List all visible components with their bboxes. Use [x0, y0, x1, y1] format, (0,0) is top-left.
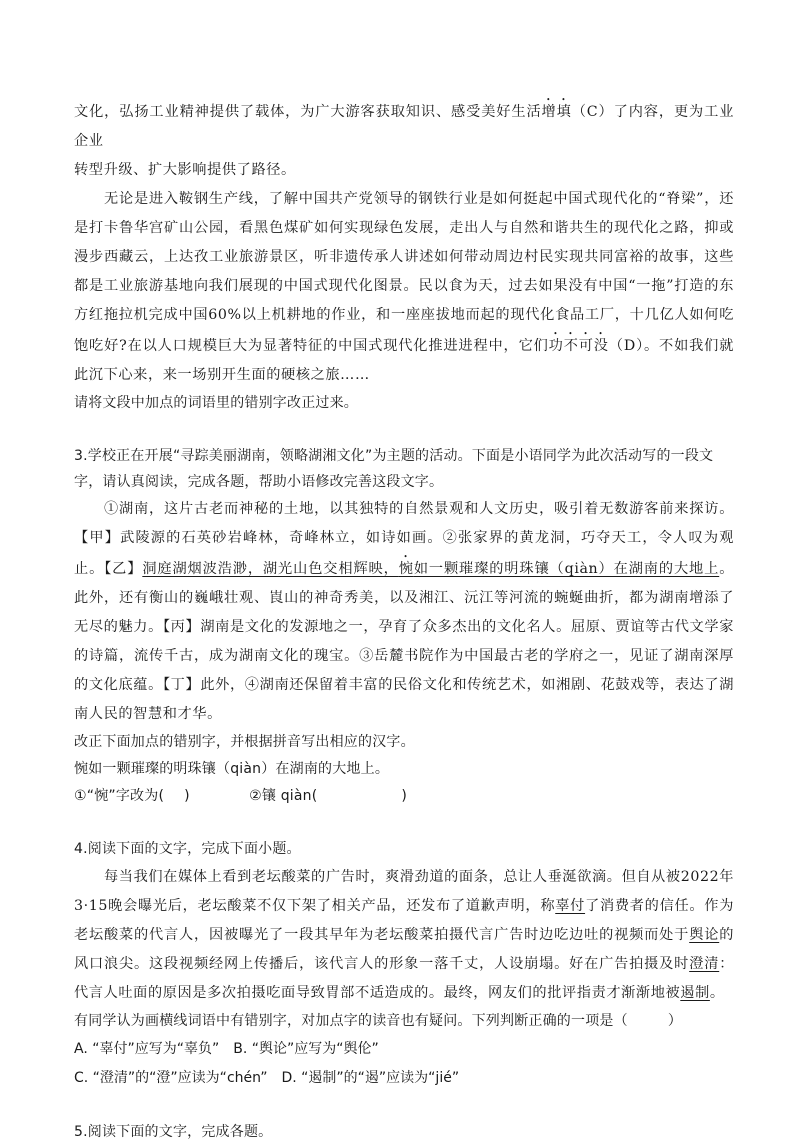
underlined-word: 舆论 — [689, 927, 720, 943]
paren: ) — [401, 788, 408, 804]
options-row-1 — [74, 1035, 734, 1064]
question-4-passage — [74, 863, 734, 1008]
text-run: （C）了内容，更为工业企业 — [74, 104, 734, 149]
text-run: 文化，弘扬工业精神提供了载体，为广大游客获取知识、感受美好生活 — [74, 104, 542, 120]
option-d[interactable]: D. “遏制”的“遏”应读为“jié” — [281, 1070, 460, 1086]
question-text: 有同学认为画横线词语中有错别字，对加点字的读音也有疑问。下列判断正确的一项是（ — [74, 1013, 628, 1029]
option-c[interactable]: C. “澄清”的“澄”应读为“chén” — [74, 1070, 268, 1086]
text-run: 转型升级、扩大影响提供了路径。 — [74, 162, 296, 178]
text-run: （D）。不如我们就此沉下心来，来一场别开生面的硬核之旅…… — [74, 338, 734, 383]
text-run: 。 — [709, 985, 725, 1001]
instruction-q2: 请将文段中加点的词语里的错别字改正过来。 — [74, 395, 358, 411]
dotted-word: 功不可没 — [548, 338, 609, 354]
question-3-answers — [74, 783, 734, 810]
answer-1-label: ①“惋”字改为( — [74, 788, 165, 804]
underlined-sentence: 如一颗璀璨的明珠镶（qiàn）在湖南的大地上 — [413, 561, 720, 577]
document-page — [74, 96, 734, 1146]
paragraph-industrial-tourism — [74, 185, 734, 390]
answer-2-label: ②镶 qiàn( — [249, 788, 318, 804]
dotted-char: 惋 — [398, 561, 414, 577]
question-5-stem: 5.阅读下面的文字，完成各题。 — [74, 1124, 273, 1140]
text-run: ：代言人吐面的原因是多次拍摄吃面导致胃部不适造成的。最终，网友们的批评指责才渐渐地被 — [74, 956, 734, 1001]
option-a[interactable]: A. “辜付”应写为“辜负” — [74, 1041, 220, 1057]
text-run: 无论是进入鞍钢生产线，了解中国共产党领导的钢铁行业是如何挺起中国式现代化的“脊梁”，还是打卡鲁华宫矿山公园，看黑色煤矿如何实现绿色发展，走出人与自然和谐共生的现代化之路，抑或漫步西藏云，上达孜工业旅游景区，听非遗传承人讲述如何带动周边村民实现共同富裕的故事，这些都是工业旅游基地向我们展现的中国式现代化图景。民以食为天，过去如果没有中国“一拖”打造的东方红拖拉机完成中国60%以上机耕地的作业，和一座座拔地而起的现代化食品工厂，十几亿人如何吃饱吃好?在以人口规模巨大为显著特征的中国式现代化推进进程中，它们 — [74, 191, 734, 354]
text-run: 每当我们在媒体上看到老坛酸菜的广告时，爽滑劲道的面条，总让人垂涎欲滴。但自从被2022年3·15晚会曝光后，老坛酸菜不仅下架了相关产品，还发布了道歉声明，称 — [74, 869, 735, 914]
underlined-word: 遏制 — [680, 985, 710, 1001]
text-run: 。此外，还有衡山的巍峨壮观、崀山的神奇秀美，以及湘江、沅江等河流的蜿蜒曲折，都为湖南增添了无尽的魅力。【丙】湖南是文化的发源地之一，孕育了众多杰出的文化名人。屈原、贾谊等古代文学家的诗篇，流传千古，成为湖南文化的瑰宝。③岳麓书院作为中国最古老的学府之一，见证了湖南深厚的文化底蕴。【丁】此外，④湖南还保留着丰富的民俗文化和传统艺术，如湘剧、花鼓戏等，表达了湖南人民的智慧和才华。 — [74, 561, 734, 722]
text-run: 了消费者的信任。作为老坛酸菜的代言人，因被曝光了一段其早年为老坛酸菜拍摄代言广告时边吃边吐的视频而处于 — [74, 898, 734, 943]
paren: ) — [184, 788, 190, 804]
underlined-word: 澄清 — [689, 956, 720, 972]
question-3-task: 改正下面加点的错别字，并根据拼音写出相应的汉字。 — [74, 734, 415, 750]
question-3-passage — [74, 495, 734, 729]
question-3-stem: 3.学校正在开展“寻踪美丽湖南，领略湖湘文化”为主题的活动。下面是小语同学为此次活动写的一段文字，请认真阅读，完成各题，帮助小语修改完善这段文字。 — [74, 448, 714, 490]
options-row-2 — [74, 1064, 734, 1093]
text-run: ①湖南，这片古老而神秘的土地，以其独特的自然景观和人文历史，吸引着无数游客前来探访。【甲】武陵源的石英砂岩峰林，奇峰林立，如诗如画。②张家界的黄龙洞，巧夺天工，令人叹为观止。【乙】 — [74, 501, 734, 577]
underlined-sentence: 洞庭湖烟波浩渺，湖光山色交相辉映， — [142, 561, 399, 577]
paragraph-continued — [74, 96, 734, 185]
dotted-word: 增填 — [541, 104, 572, 120]
question-3-quote: 惋如一颗璀璨的明珠镶（qiàn）在湖南的大地上。 — [74, 761, 390, 777]
underlined-word: 辜付 — [555, 898, 586, 914]
question-4-prompt — [74, 1008, 734, 1035]
text-run: 的风口浪尖。这段视频经网上传播后，该代言人的形象一落千丈，人设崩塌。好在广告拍摄及时 — [74, 927, 734, 972]
option-b[interactable]: B. “舆论”应写为“舆伦” — [233, 1041, 379, 1057]
paren: ） — [667, 1013, 683, 1029]
question-4-stem: 4.阅读下面的文字，完成下面小题。 — [74, 841, 301, 857]
